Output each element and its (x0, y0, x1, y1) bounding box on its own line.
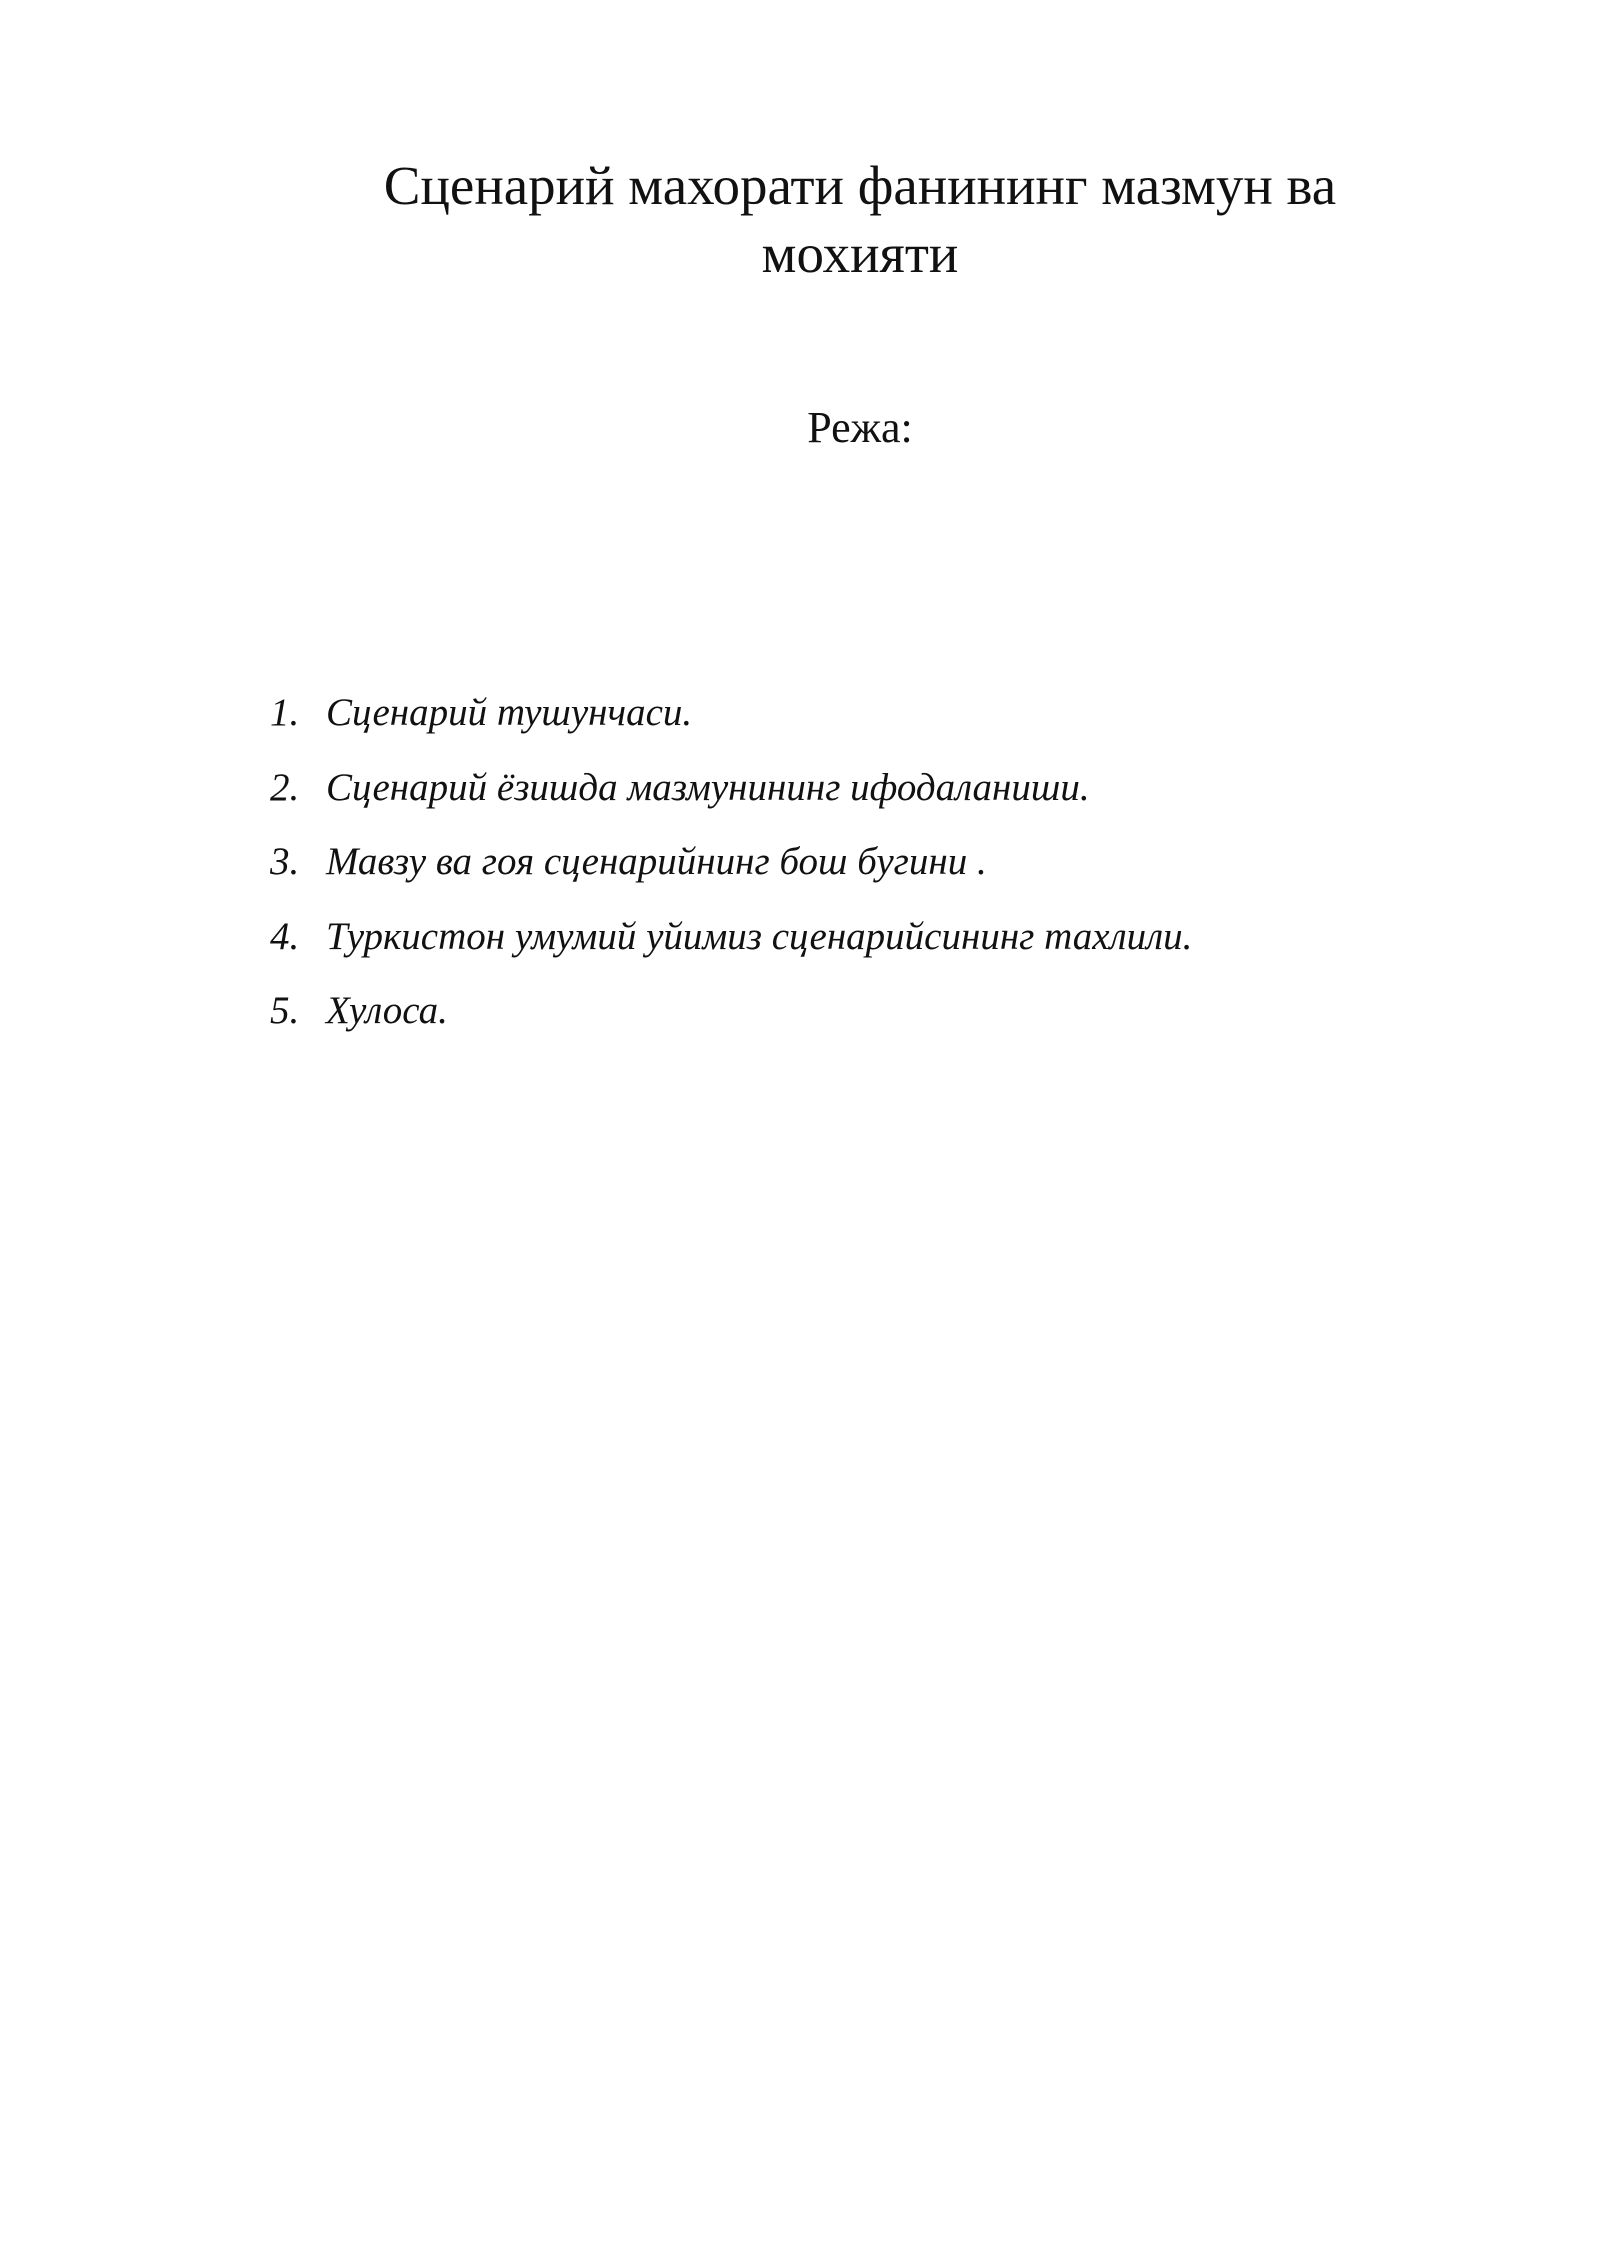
plan-list-item (270, 832, 1192, 907)
plan-item-number: 5. (270, 989, 300, 1032)
plan-item-number: 3. (270, 840, 300, 883)
plan-list (270, 683, 1192, 1056)
document-title-line-1: Сценарий махорати фанининг мазмун ва (383, 155, 1337, 216)
plan-item-number: 4. (270, 914, 300, 958)
plan-list-item (270, 758, 1192, 833)
plan-item-number: 2. (270, 765, 300, 809)
plan-item-number: 1. (270, 691, 300, 734)
plan-list-item (270, 683, 1192, 758)
plan-item-text: Мавзу ва гоя сценарийнинг бош бугини . (326, 840, 987, 883)
document-title-line-2: мохияти (761, 223, 959, 284)
plan-item-text: Туркистон умумий уйимиз сценарийсининг тахлили. (326, 914, 1193, 958)
plan-item-text: Хулоса. (326, 989, 448, 1032)
plan-list-item (270, 981, 1192, 1056)
document-title (260, 152, 1460, 288)
plan-list-item (270, 907, 1192, 982)
plan-item-text: Сценарий тушунчаси. (326, 691, 693, 734)
plan-heading: Режа: (807, 403, 913, 452)
plan-item-text: Сценарий ёзишда мазмунининг ифодаланиши. (326, 765, 1090, 809)
